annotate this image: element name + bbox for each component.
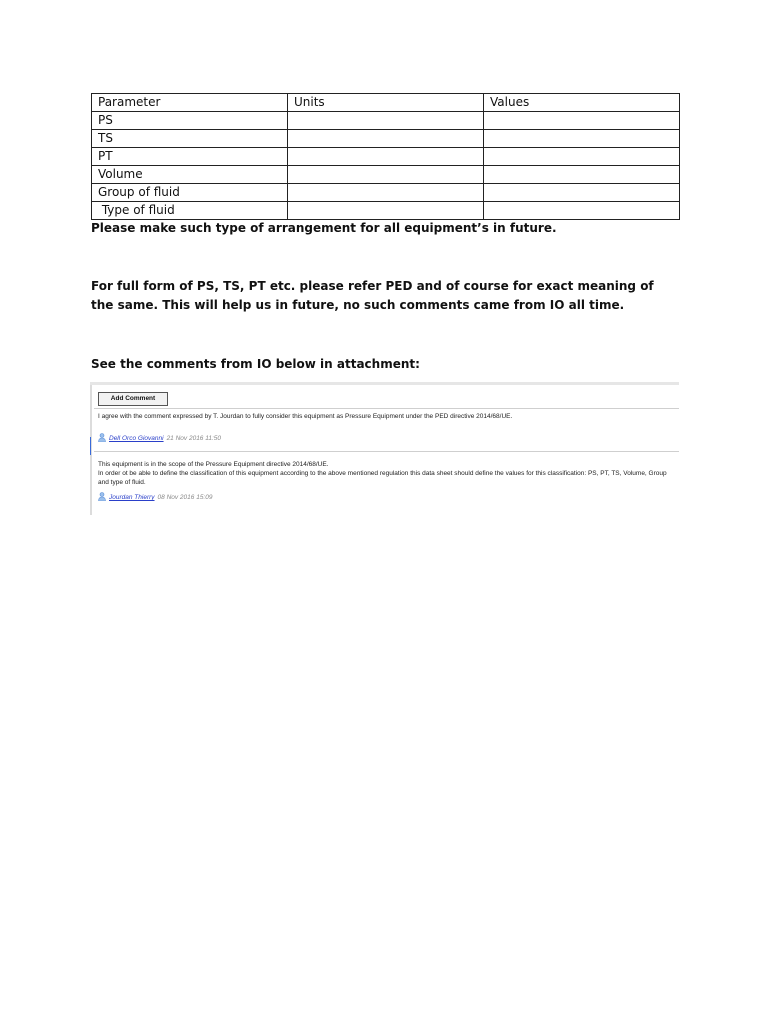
comment-2-text: This equipment is in the scope of the Pressure Equipment directive 2014/68/UE. In order ot be able to define the classification of this equipment according to the above mentioned regulation this data sheet should define the values for this classification: PS, PT, TS, Volume, Group and type of fluid.	[98, 461, 667, 486]
parameter-table	[91, 93, 680, 220]
add-comment-button[interactable]: Add Comment	[98, 392, 168, 406]
user-icon	[98, 492, 106, 501]
table-cell	[288, 112, 484, 130]
table-cell: Type of fluid	[92, 202, 288, 220]
table-cell: Volume	[92, 166, 288, 184]
panel-edge-marker	[90, 437, 91, 455]
divider	[94, 408, 679, 409]
comment-2-author-line	[98, 492, 212, 501]
table-cell	[288, 184, 484, 202]
table-cell	[484, 184, 680, 202]
full-form-note: For full form of PS, TS, PT etc. please refer PED and of course for exact meaning of the same. This will help us in future, no such comments came from IO all time.	[91, 279, 654, 312]
comments-attachment	[90, 382, 679, 515]
table-cell: TS	[92, 130, 288, 148]
arrangement-note: Please make such type of arrangement for all equipment’s in future.	[91, 221, 557, 235]
column-header: Units	[288, 94, 484, 112]
table-cell	[484, 166, 680, 184]
table-row	[92, 166, 680, 184]
table-cell	[484, 148, 680, 166]
table-row	[92, 184, 680, 202]
table-cell	[288, 202, 484, 220]
see-comments-note: See the comments from IO below in attachment:	[91, 357, 420, 371]
comment-2-date: 08 Nov 2016 15:09	[157, 494, 213, 501]
comment-1-text: I agree with the comment expressed by T. Jourdan to fully consider this equipment as Pressure Equipment under the PED directive 2014/68/UE.	[98, 413, 513, 420]
table-cell	[288, 166, 484, 184]
table-row	[92, 148, 680, 166]
table-cell	[288, 148, 484, 166]
table-row	[92, 202, 680, 220]
table-cell	[484, 202, 680, 220]
table-cell: PS	[92, 112, 288, 130]
comment-1-author-line	[98, 433, 221, 442]
table-cell: PT	[92, 148, 288, 166]
column-header: Parameter	[92, 94, 288, 112]
table-cell	[288, 130, 484, 148]
table-header-row	[92, 94, 680, 112]
column-header: Values	[484, 94, 680, 112]
table-row	[92, 130, 680, 148]
comment-1-author-link[interactable]: Dell Orco Giovanni	[109, 435, 164, 442]
comment-2-author-link[interactable]: Jourdan Thierry	[109, 494, 155, 501]
user-icon	[98, 433, 106, 442]
comment-1-date: 21 Nov 2016 11:50	[166, 435, 222, 442]
table-cell	[484, 130, 680, 148]
table-cell	[484, 112, 680, 130]
table-cell: Group of fluid	[92, 184, 288, 202]
table-row	[92, 112, 680, 130]
divider	[94, 451, 679, 452]
